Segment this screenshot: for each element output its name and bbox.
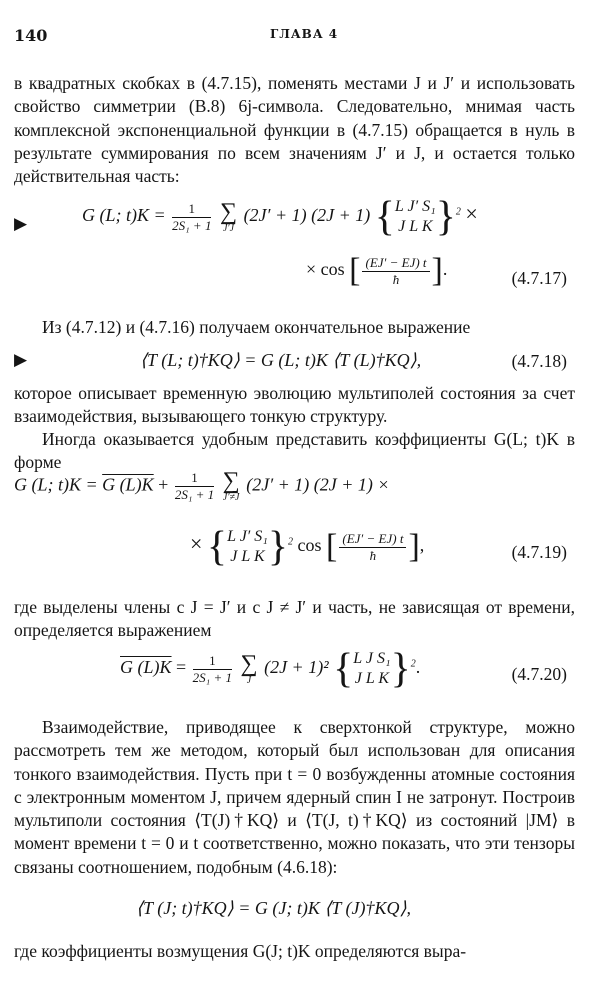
equation-4-7-18 [14, 348, 575, 378]
equation-4-7-17 [14, 196, 575, 314]
equation-body: ⟨T (J; t)†KQ⟩ = G (J; t)K ⟨T (J)†KQ⟩, [136, 898, 412, 918]
fraction: $\frac{1}{\text{2S₁ + 1}}$ [172, 200, 212, 233]
page-number: 140 [14, 26, 48, 45]
equation-body: ⟨T (L; t)†KQ⟩ = G (L; t)K ⟨T (L)†KQ⟩, [140, 350, 422, 370]
equation-number: (4.7.18) [511, 351, 567, 371]
cos-argument: $\frac{(EJ' - EJ) t}{ħ}$ [339, 531, 406, 564]
paragraph-7: где коэффициенты возмущения G(J; t)K определяются выра- [14, 941, 467, 961]
paragraph-2: Из (4.7.12) и (4.7.16) получаем окончательное выражение [42, 317, 471, 337]
important-marker-icon: ▶ [14, 350, 28, 369]
cos-argument: $\frac{(EJ' - EJ) t}{ħ}$ [362, 255, 429, 288]
paragraph-5: где выделены члены с J = J′ и с J ≠ J′ и часть, не зависящая от времени, определяется выражением [14, 597, 575, 641]
equation-body: G (L)K = $\frac{1}{\text{2S₁ + 1}}$ ∑ J (2J + 1)² { L J S₁ J L K }$^2$. [120, 646, 421, 692]
equation-unnumbered [14, 898, 575, 928]
fraction: $\frac{1}{\text{2S₁ + 1}}$ [192, 652, 232, 685]
fraction: $\frac{1}{\text{2S₁ + 1}}$ [174, 470, 215, 502]
equation-number: (4.7.20) [511, 664, 567, 684]
equation-number: (4.7.17) [511, 268, 567, 288]
paragraph-4: Иногда оказывается удобным представить коэффициенты G(L; t)K в форме [14, 429, 575, 473]
equation-4-7-19 [14, 470, 575, 590]
summation-sign: ∑ J [240, 650, 258, 686]
eq-lhs: G (L; t)K = [82, 205, 166, 226]
equation-4-7-20 [14, 648, 575, 708]
equation-line-1 [82, 196, 478, 238]
summation-sign: ∑ J′J [219, 198, 238, 234]
page-header [14, 26, 585, 46]
times-sign: × [465, 201, 478, 227]
six-j-symbol: { L J S₁ J L K }$^2$ [333, 646, 416, 692]
paragraph-6: Взаимодействие, приводящее к сверхтонкой структуре, можно рассмотреть тем же методом, который был использован для описания тонкого взаимодействия. Пусть при t = 0 возбужденны атомные состояния с электронным моментом J, причем ядерный спин I не затронут. Построив мультиполи состояния ⟨T(J)†KQ⟩ и ⟨T(J, t)†KQ⟩ из состояний |JM⟩ в момент времени t = 0 и t соответственно, можно показать, что эти тензоры связаны соотношением, подобным (4.6.18): [14, 717, 575, 877]
important-marker-icon: ▶ [14, 214, 28, 233]
time-independent-term: G (L)K [102, 474, 154, 495]
time-independent-term: G (L)K [120, 657, 172, 678]
equation-line-2: × { L J′ S₁ J L K }$^2$ cos [ $\frac{(EJ' - EJ) t}{ħ}$ ], [190, 524, 425, 570]
equation-line-2: × cos [ $\frac{(EJ' - EJ) t}{ħ}$ ]. [306, 252, 448, 289]
paragraph-3: которое описывает временную эволюцию мультиполей состояния за счет взаимодействия, вызывающего тонкую структуру. [14, 383, 575, 427]
equation-line-1: G (L; t)K = G (L)K + $\frac{1}{\text{2S₁ + 1}}$ ∑ J′≠J (2J′ + 1) (2J + 1) × [14, 468, 390, 503]
six-j-symbol: { L J′ S₁ J L K }$^2$ [374, 194, 461, 240]
paragraph-1: в квадратных скобках в (4.7.15), поменять местами J и J′ и использовать свойство симметрии (В.8) 6j-символа. Следовательно, мнимая часть комплексной экспоненциальной функции в (4.7.15) обращается в нуль в результате суммирования по всем значениям J′ и J, и остается только действительная часть: [14, 73, 575, 187]
summation-sign: ∑ J′≠J [222, 468, 240, 503]
running-head: ГЛАВА 4 [270, 27, 339, 41]
eq-terms: (2J′ + 1) (2J + 1) [243, 205, 371, 226]
equation-number: (4.7.19) [511, 542, 567, 562]
six-j-symbol: { L J′ S₁ J L K }$^2$ [206, 524, 294, 570]
